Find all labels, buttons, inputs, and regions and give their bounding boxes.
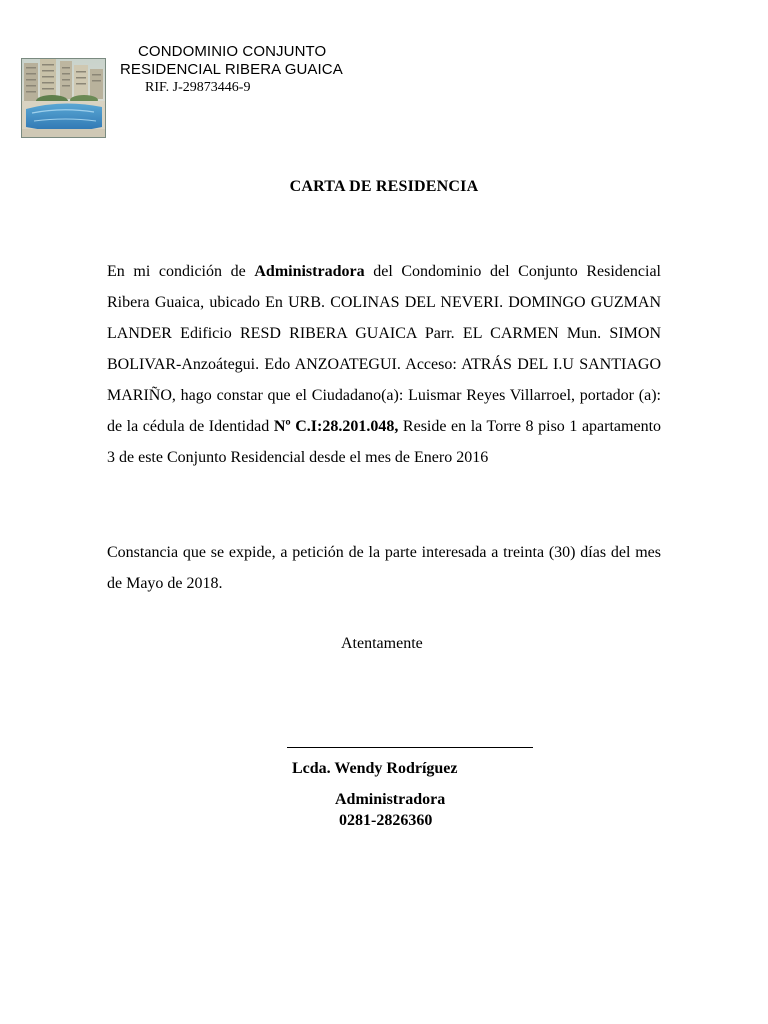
body-paragraph-2: Constancia que se expide, a petición de la parte interesada a treinta (30) días del mes de Mayo de 2018. (107, 544, 661, 592)
signature-line (287, 747, 533, 748)
condo-logo-image (21, 58, 106, 138)
org-name-line2: RESIDENCIAL RIBERA GUAICA (120, 61, 343, 78)
p1-text-e: Reside en la Torre 8 piso 1 apartamento 3 de este Conjunto Residencial desde el mes de Enero 2016 (107, 418, 662, 466)
p1-role-bold: Administradora (254, 263, 365, 280)
p1-text-a: En mi condición de (107, 263, 255, 280)
body-paragraph-1 (107, 256, 661, 473)
signer-role: Administradora (335, 791, 446, 808)
closing-text: Atentamente (341, 635, 423, 652)
document-title (0, 178, 768, 196)
signer-phone: 0281-2826360 (339, 812, 433, 829)
org-rif: RIF. J-29873446-9 (145, 80, 251, 95)
p1-text-c: del Condominio del Conjunto Residencial Ribera Guaica, ubicado En URB. COLINAS DEL NEVERI. DOMINGO GUZMAN LANDER Edificio RESD RIBERA GUAICA Parr. EL CARMEN Mun. SIMON BOLIVAR-Anzoátegui. Edo ANZOATEGUI. Acceso: ATRÁS DEL I.U SANTIAGO MARIÑO, hago constar que el Ciudadano(a): Luismar Reyes Villarroel, portador (a): de la cédula de Identidad (107, 263, 662, 435)
org-name-line1: CONDOMINIO CONJUNTO (138, 43, 327, 60)
condo-pool-photo-icon (22, 59, 105, 137)
signer-name: Lcda. Wendy Rodríguez (292, 760, 458, 777)
p1-id-bold: Nº C.I:28.201.048, (273, 418, 399, 435)
document-title-text: CARTA DE RESIDENCIA (289, 178, 479, 195)
